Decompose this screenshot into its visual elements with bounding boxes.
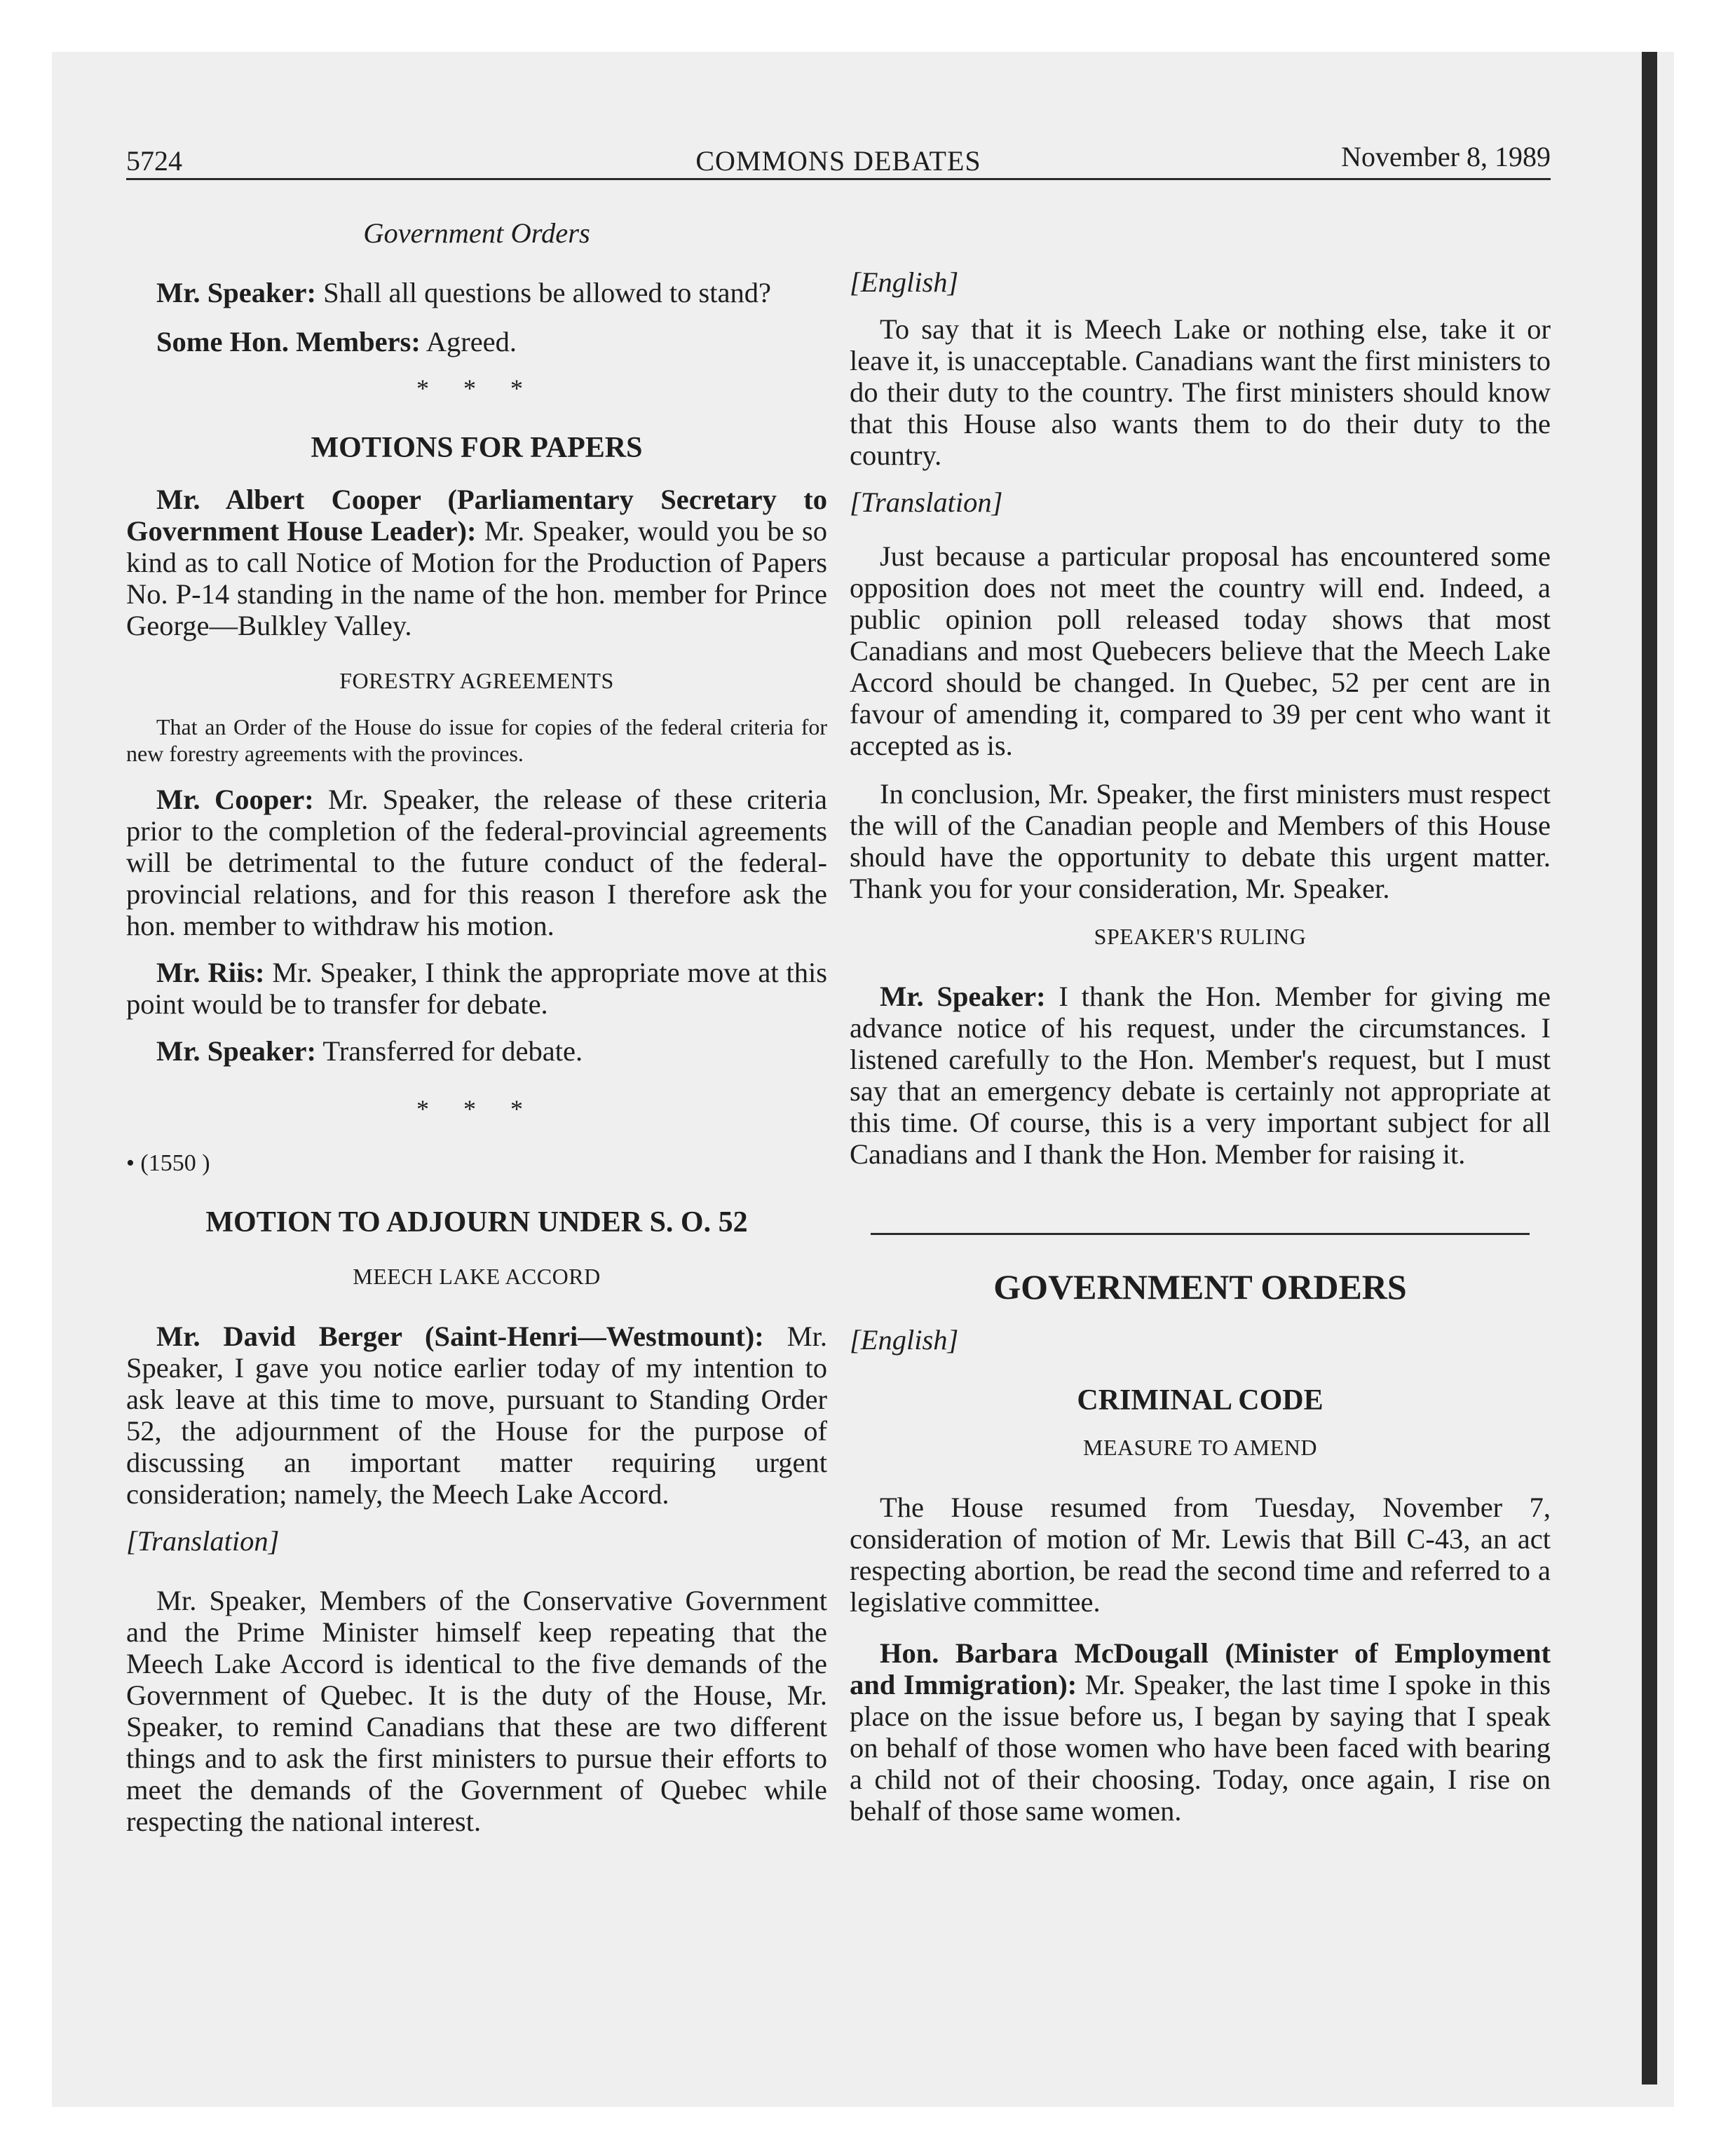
subheading-speakers-ruling: SPEAKER'S RULING [1094, 924, 1307, 949]
speaker-name: Mr. Speaker: [156, 1035, 316, 1067]
speaker-name: Mr. David Berger (Saint-Henri—Westmount): [156, 1321, 764, 1352]
speech-text: Mr. Speaker, I gave you notice earlier today of my intention to ask leave at this time to move, pursuant to Standing Order 52, the adjournment of the House for the purpose of discussing an important matter requiring urgent consideration; namely, the Meech Lake Accord. [126, 1321, 827, 1510]
paragraph [850, 981, 1551, 1170]
speaker-name: Mr. Speaker: [156, 277, 316, 308]
speech-text: Agreed. [420, 326, 517, 357]
section-divider-stars: * * * [416, 1095, 537, 1123]
paragraph: The House resumed from Tuesday, November 7, consideration of motion of Mr. Lewis that Bill C-43, an act respecting abortion, be read the second time and referred to a legislative committee. [850, 1492, 1551, 1618]
speaker-name: Mr. Riis: [156, 957, 265, 988]
english-label: [English] [850, 1324, 959, 1356]
paragraph [126, 1321, 827, 1510]
right-column [850, 210, 1551, 1827]
heading-motions-for-papers: MOTIONS FOR PAPERS [311, 432, 643, 464]
publication-title: COMMONS DEBATES [695, 145, 981, 177]
paragraph [126, 784, 827, 941]
subheading-meech-lake-accord: MEECH LAKE ACCORD [353, 1264, 601, 1289]
heading-government-orders: GOVERNMENT ORDERS [993, 1267, 1407, 1306]
speech-text: I thank the Hon. Member for giving me advance notice of his request, under the circumstances. I listened carefully to the Hon. Member's request, but I must say that an emergency debate is certainly not appropriate at this time. Of course, this is a very important subject for all Canadians and I thank the Hon. Member for raising it. [850, 981, 1551, 1170]
publication-date: November 8, 1989 [1341, 141, 1551, 172]
paragraph [850, 1637, 1551, 1827]
order-text: That an Order of the House do issue for copies of the federal criteria for new forestry agreements with the provinces. [126, 714, 827, 766]
speaker-name: Mr. Cooper: [156, 784, 314, 815]
page-number: 5724 [126, 145, 182, 177]
english-label: [English] [850, 266, 959, 298]
paragraph [126, 484, 827, 641]
paragraph: In conclusion, Mr. Speaker, the first ministers must respect the will of the Canadian people and Members of this House should have the opportunity to debate this urgent matter. Thank you for your consideration, Mr. Speaker. [850, 778, 1551, 904]
heading-motion-to-adjourn: MOTION TO ADJOURN UNDER S. O. 52 [205, 1206, 748, 1239]
translation-label: [Translation] [850, 486, 1003, 518]
paragraph: Just because a particular proposal has encountered some opposition does not meet the country will end. Indeed, a public opinion poll released today shows that most Canadians and most Quebecers believe that the Meech Lake Accord should be changed. In Quebec, 52 per cent are in favour of amending it, compared to 39 per cent who want it accepted as is. [850, 540, 1551, 761]
speech-text: Transferred for debate. [315, 1035, 583, 1067]
speech-text: Mr. Speaker, would you be so kind as to call Notice of Motion for the Production of Papers No. P-14 standing in the name of the hon. member for Prince George—Bulkley Valley. [126, 515, 828, 641]
speaker-name: Hon. Barbara McDougall (Minister of Employment and Immigration): [850, 1637, 1551, 1700]
speech-text: Shall all questions be allowed to stand? [315, 277, 771, 308]
scan-edge-bar [1642, 52, 1657, 2085]
section-divider-stars: * * * [416, 374, 537, 402]
header-rule [126, 178, 1551, 180]
paragraph: To say that it is Meech Lake or nothing else, take it or leave it, is unacceptable. Canadians want the first ministers to do their duty to the country. The first ministers should know that this House also wants them to do their duty to the country. [850, 313, 1551, 471]
section-rule [871, 1233, 1530, 1235]
speech-text: Mr. Speaker, the release of these criteria prior to the completion of the federal-provincial agreements will be detrimental to the future conduct of the federal-provincial relations, and for this reason I therefore ask the hon. member to withdraw his motion. [126, 784, 827, 941]
speaker-name: Mr. Speaker: [880, 981, 1046, 1012]
speaker-name: Mr. Albert Cooper (Parliamentary Secretary to Government House Leader): [126, 484, 827, 547]
subheading-forestry-agreements: FORESTRY AGREEMENTS [339, 668, 614, 693]
speaker-name: Some Hon. Members: [156, 326, 421, 357]
paragraph [126, 326, 827, 357]
speech-text: Mr. Speaker, the last time I spoke in this place on the issue before us, I began by saying that I speak on behalf of those women who have been faced with bearing a child not of their choosing. Today, once again, I rise on behalf of those same women. [850, 1669, 1551, 1827]
time-marker: • (1550 ) [126, 1150, 210, 1176]
paragraph [126, 1035, 827, 1067]
section-label: Government Orders [363, 217, 590, 249]
paragraph [126, 957, 827, 1020]
paragraph: Mr. Speaker, Members of the Conservative Government and the Prime Minister himself keep repeating that the Meech Lake Accord is identical to the five demands of the Government of Quebec. It is the duty of the House, Mr. Speaker, to remind Canadians that these are two different things and to ask the first ministers to pursue their efforts to meet the demands of the Government of Quebec while respecting the national interest. [126, 1585, 827, 1837]
subheading-measure-to-amend: MEASURE TO AMEND [1083, 1435, 1317, 1460]
left-column [126, 210, 827, 1837]
heading-criminal-code: CRIMINAL CODE [1077, 1384, 1324, 1417]
speech-text: Mr. Speaker, I think the appropriate move at this point would be to transfer for debate. [126, 957, 827, 1020]
translation-label: [Translation] [126, 1525, 280, 1557]
paragraph [126, 277, 827, 308]
page-header [126, 137, 1551, 179]
